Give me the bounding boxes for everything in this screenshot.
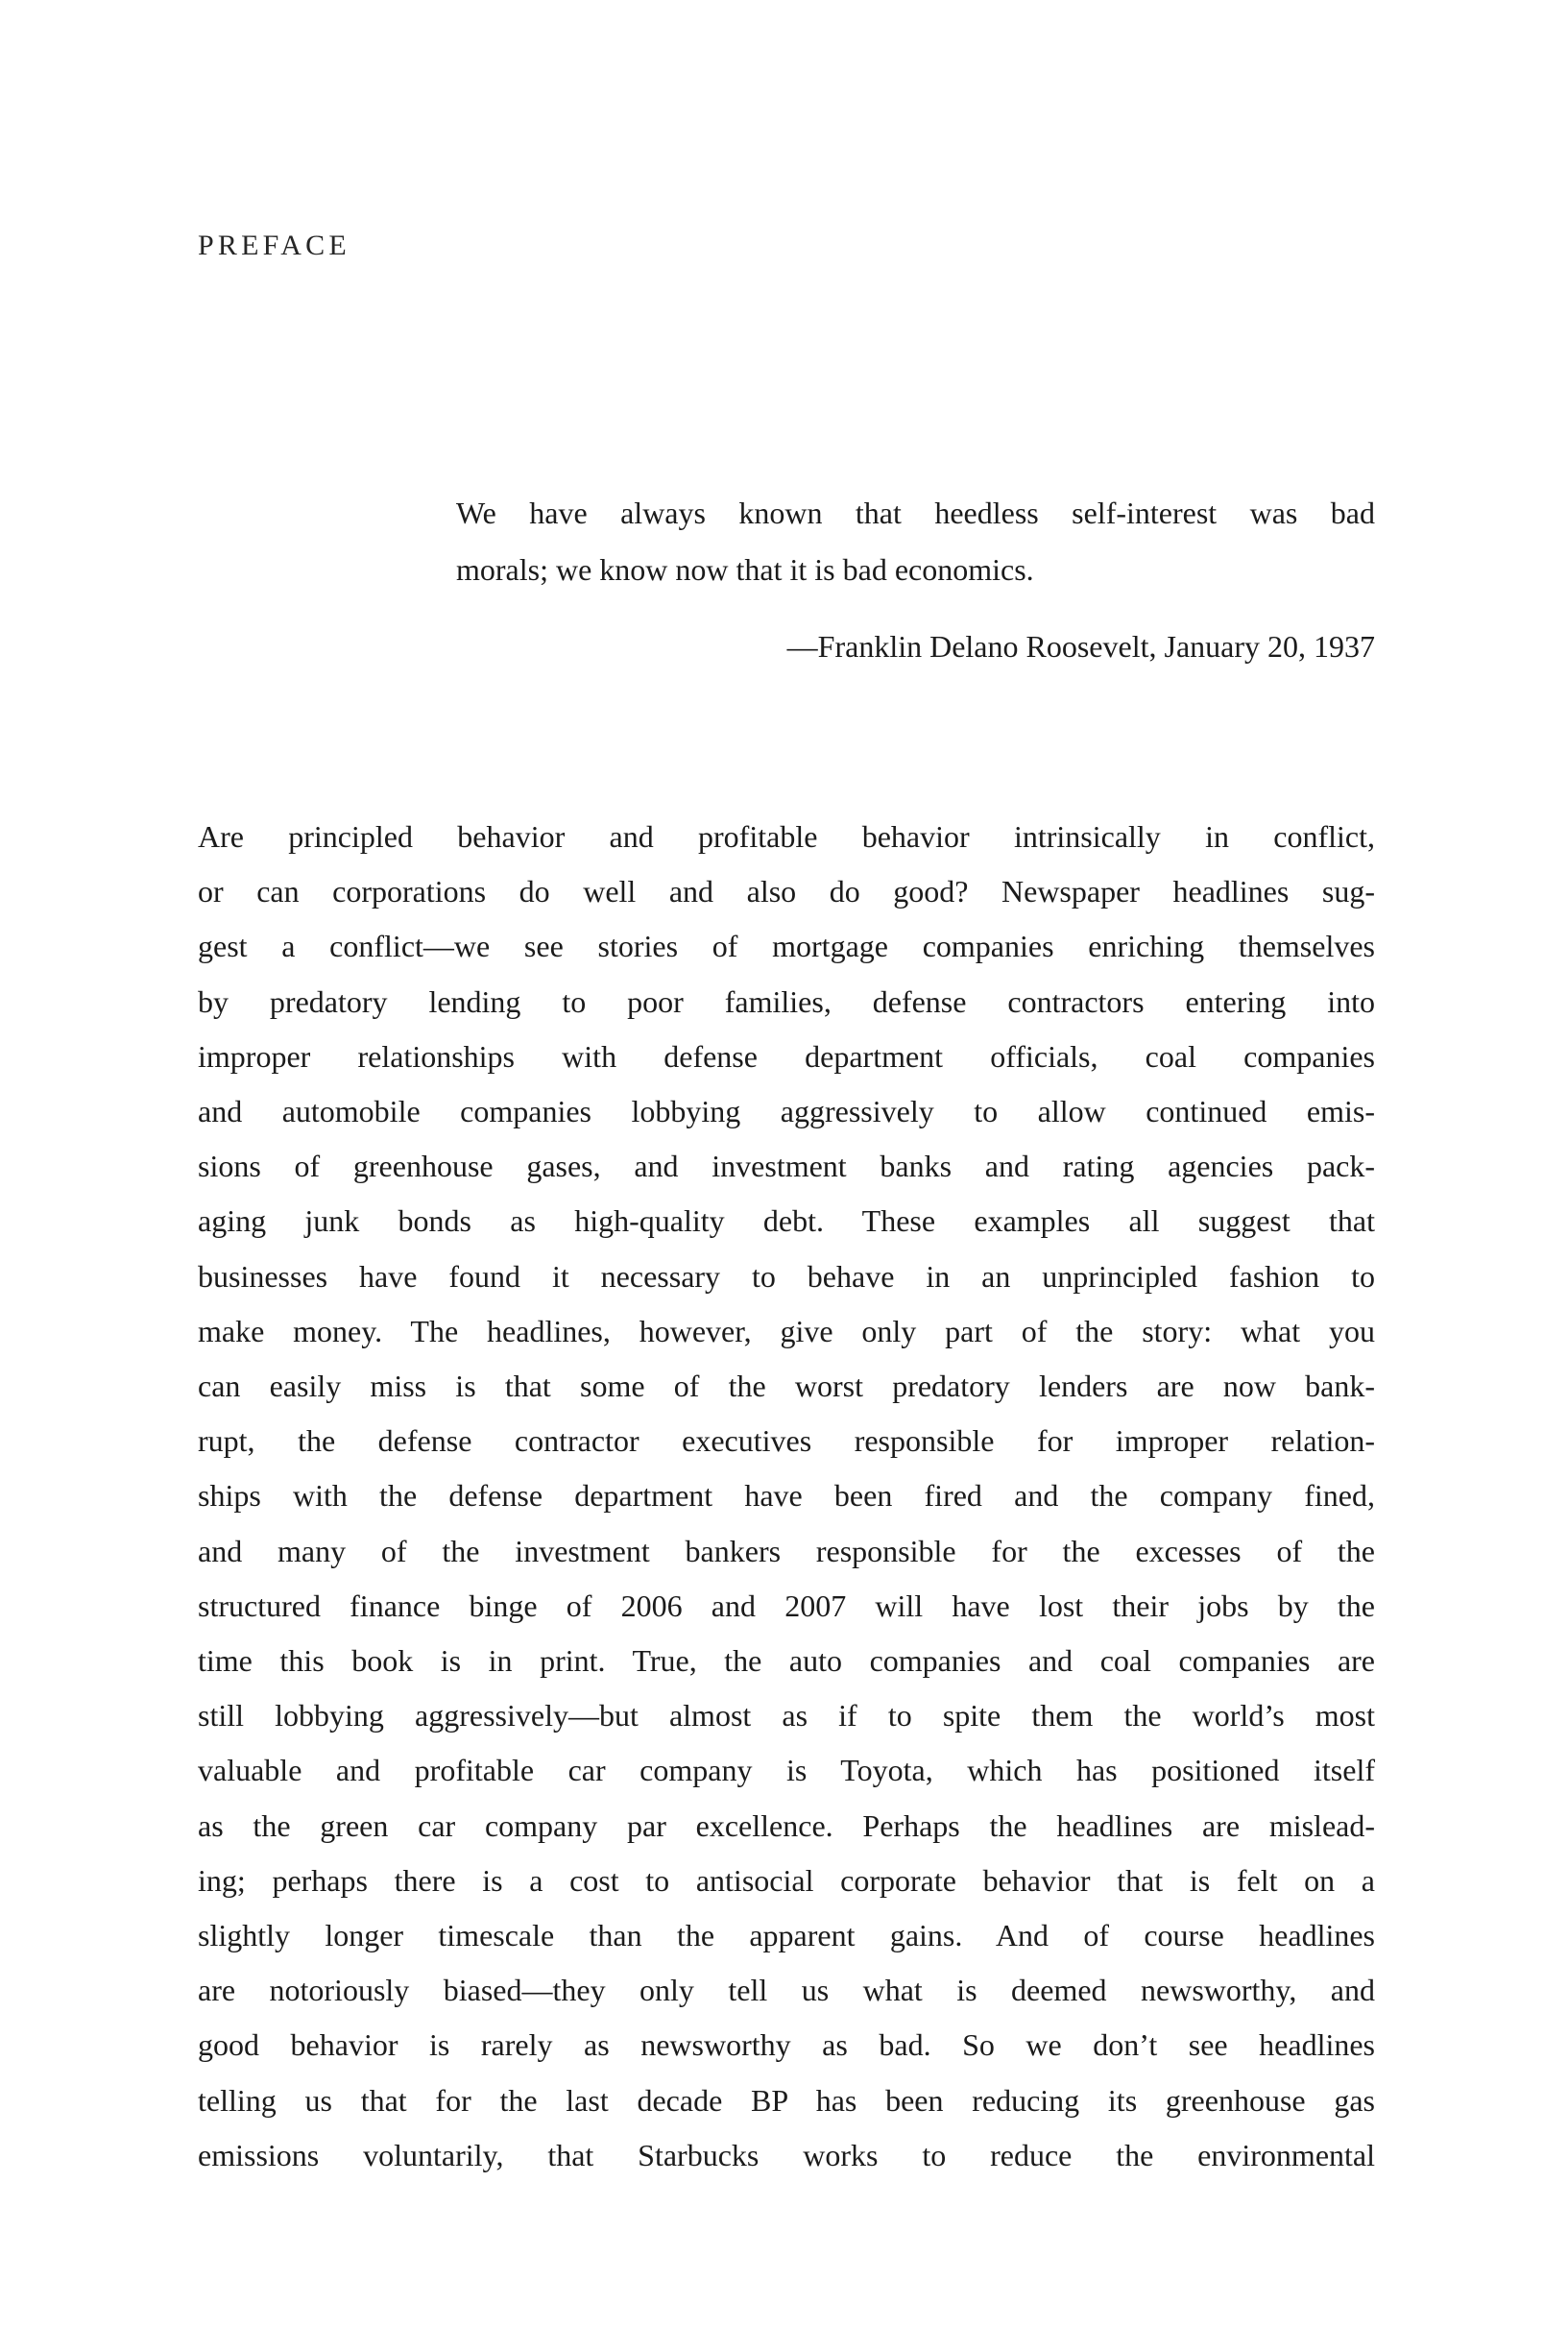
epigraph-attribution: —Franklin Delano Roosevelt, January 20, 1937 (786, 629, 1375, 664)
body-line: and automobile companies lobbying aggressively to allow continued emis- (198, 1094, 1375, 1129)
body-line: as the green car company par excellence. Perhaps the headlines are mislead- (198, 1807, 1375, 1843)
body-paragraph (198, 810, 1375, 2183)
body-line: telling us that for the last decade BP has been reducing its greenhouse gas (198, 2082, 1375, 2118)
body-line: aging junk bonds as high-quality debt. These examples all suggest that (198, 1203, 1375, 1239)
body-line: structured finance binge of 2006 and 2007 will have lost their jobs by the (198, 1588, 1375, 1623)
preface-heading: PREFACE (198, 230, 350, 261)
body-line: by predatory lending to poor families, defense contractors entering into (198, 983, 1375, 1019)
epigraph-line: morals; we know now that it is bad economics. (456, 552, 1034, 587)
body-line: still lobbying aggressively—but almost as if to spite them the world’s most (198, 1698, 1375, 1734)
epigraph-line: We have always known that heedless self-interest was bad (456, 496, 1375, 530)
body-line: or can corporations do well and also do good? Newspaper headlines sug- (198, 874, 1375, 909)
body-line: slightly longer timescale than the apparent gains. And of course headlines (198, 1918, 1375, 1953)
body-line: ships with the defense department have been fired and the company fined, (198, 1478, 1375, 1514)
body-line: are notoriously biased—they only tell us what is deemed newsworthy, and (198, 1973, 1375, 2008)
body-line: Are principled behavior and profitable behavior intrinsically in conflict, (198, 819, 1375, 854)
body-line: good behavior is rarely as newsworthy as bad. So we don’t see headlines (198, 2027, 1375, 2063)
body-line: businesses have found it necessary to behave in an unprincipled fashion to (198, 1258, 1375, 1294)
body-line: and many of the investment bankers responsible for the excesses of the (198, 1533, 1375, 1568)
body-line: valuable and profitable car company is Toyota, which has positioned itself (198, 1753, 1375, 1788)
body-line: time this book is in print. True, the auto companies and coal companies are (198, 1643, 1375, 1679)
body-line: make money. The headlines, however, give only part of the story: what you (198, 1313, 1375, 1348)
body-line: gest a conflict—we see stories of mortgage companies enriching themselves (198, 929, 1375, 964)
body-line: ing; perhaps there is a cost to antisocial corporate behavior that is felt on a (198, 1862, 1375, 1898)
body-line: rupt, the defense contractor executives responsible for improper relation- (198, 1423, 1375, 1459)
body-line: sions of greenhouse gases, and investment banks and rating agencies pack- (198, 1149, 1375, 1184)
body-line: can easily miss is that some of the worst predatory lenders are now bank- (198, 1369, 1375, 1404)
body-line: emissions voluntarily, that Starbucks works to reduce the environmental (198, 2137, 1375, 2172)
epigraph (456, 485, 1375, 675)
body-line: improper relationships with defense department officials, coal companies (198, 1038, 1375, 1074)
